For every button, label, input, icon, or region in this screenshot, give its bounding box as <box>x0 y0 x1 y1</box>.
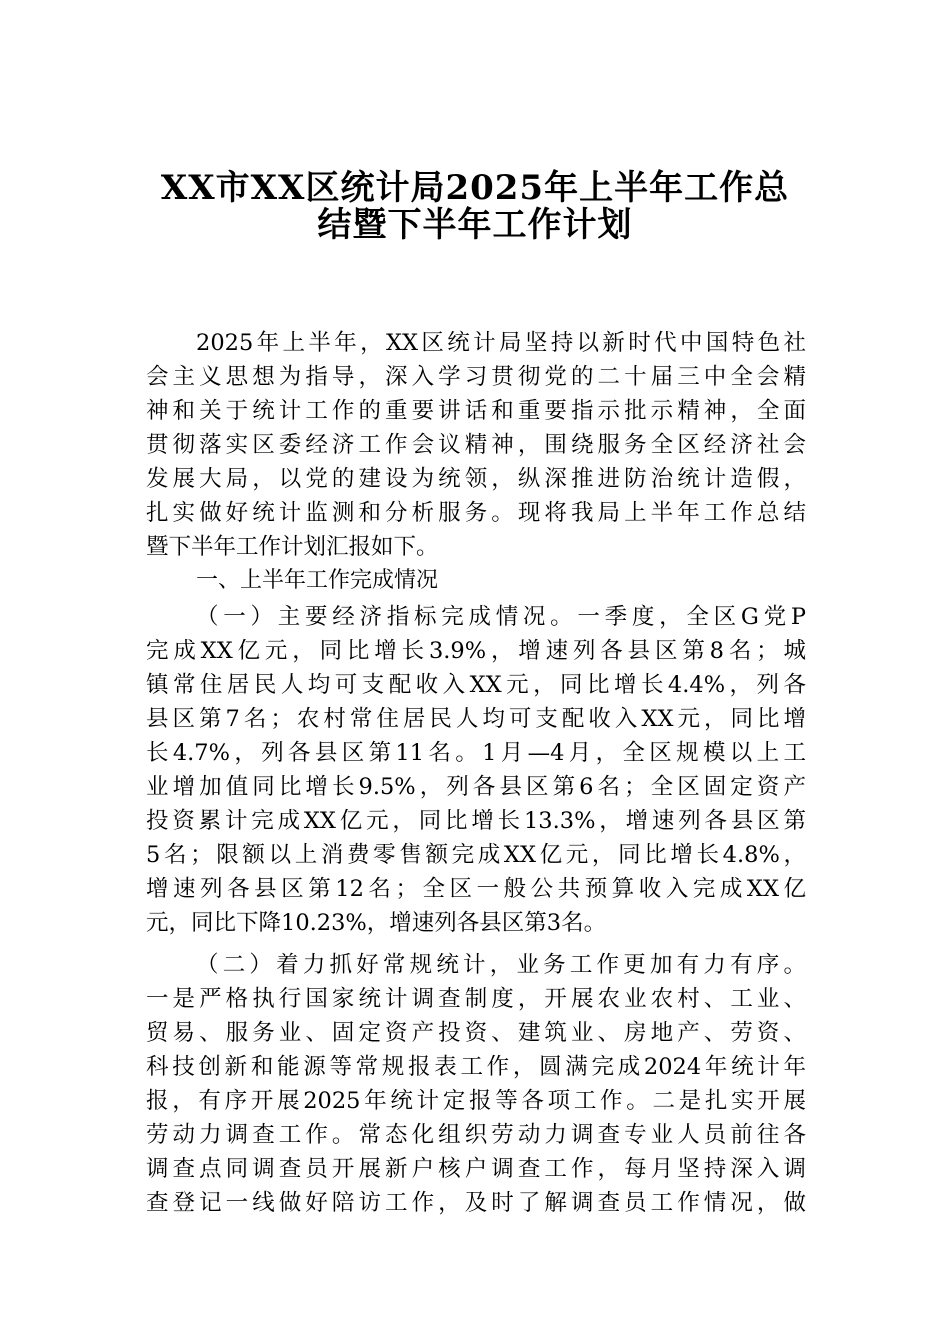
subsection-2-line: （二）着力抓好常规统计，业务工作更加有力有序。 <box>196 952 806 978</box>
subsection-1-line: 元，同比下降10.23%，增速列各县区第3名。 <box>146 910 607 936</box>
subsection-1-line: 长4.7%，列各县区第11名。1月—4月，全区规模以上工 <box>146 740 806 766</box>
subsection-2-line: 劳动力调查工作。常态化组织劳动力调查专业人员前往各 <box>146 1122 806 1148</box>
subsection-1-line: 完成XX亿元，同比增长3.9%，增速列各县区第8名；城 <box>146 638 806 664</box>
intro-line: 扎实做好统计监测和分析服务。现将我局上半年工作总结 <box>146 500 806 526</box>
subsection-1-line: 5名；限额以上消费零售额完成XX亿元，同比增长4.8%， <box>146 842 806 868</box>
intro-line: 会主义思想为指导，深入学习贯彻党的二十届三中全会精 <box>146 364 806 390</box>
subsection-2-line: 贸易、服务业、固定资产投资、建筑业、房地产、劳资、 <box>146 1020 806 1046</box>
subsection-1-line: （一）主要经济指标完成情况。一季度，全区G党P <box>196 604 806 630</box>
subsection-2-line: 调查点同调查员开展新户核户调查工作，每月坚持深入调 <box>146 1156 806 1182</box>
subsection-2-line: 一是严格执行国家统计调查制度，开展农业农村、工业、 <box>146 986 806 1012</box>
document-title-line-1: XX市XX区统计局2025年上半年工作总 <box>160 168 790 208</box>
intro-line: 暨下半年工作计划汇报如下。 <box>146 534 439 560</box>
intro-line: 2025年上半年，XX区统计局坚持以新时代中国特色社 <box>196 330 806 356</box>
subsection-2-line: 报，有序开展2025年统计定报等各项工作。二是扎实开展 <box>146 1088 806 1114</box>
subsection-1-line: 县区第7名；农村常住居民人均可支配收入XX元，同比增 <box>146 706 806 732</box>
subsection-1-line: 增速列各县区第12名；全区一般公共预算收入完成XX亿 <box>146 876 806 902</box>
subsection-2-line: 科技创新和能源等常规报表工作，圆满完成2024年统计年 <box>146 1054 806 1080</box>
intro-line: 神和关于统计工作的重要讲话和重要指示批示精神，全面 <box>146 398 806 424</box>
subsection-2-line: 查登记一线做好陪访工作，及时了解调查员工作情况，做 <box>146 1190 806 1216</box>
subsection-1-line: 镇常住居民人均可支配收入XX元，同比增长4.4%，列各 <box>146 672 806 698</box>
intro-line: 发展大局，以党的建设为统领，纵深推进防治统计造假， <box>146 466 806 492</box>
section-heading: 一、上半年工作完成情况 <box>196 568 439 593</box>
subsection-1-line: 业增加值同比增长9.5%，列各县区第6名；全区固定资产 <box>146 774 806 800</box>
intro-line: 贯彻落实区委经济工作会议精神，围绕服务全区经济社会 <box>146 432 806 458</box>
subsection-1-line: 投资累计完成XX亿元，同比增长13.3%，增速列各县区第 <box>146 808 806 834</box>
document-title-line-2: 结暨下半年工作计划 <box>317 205 633 245</box>
